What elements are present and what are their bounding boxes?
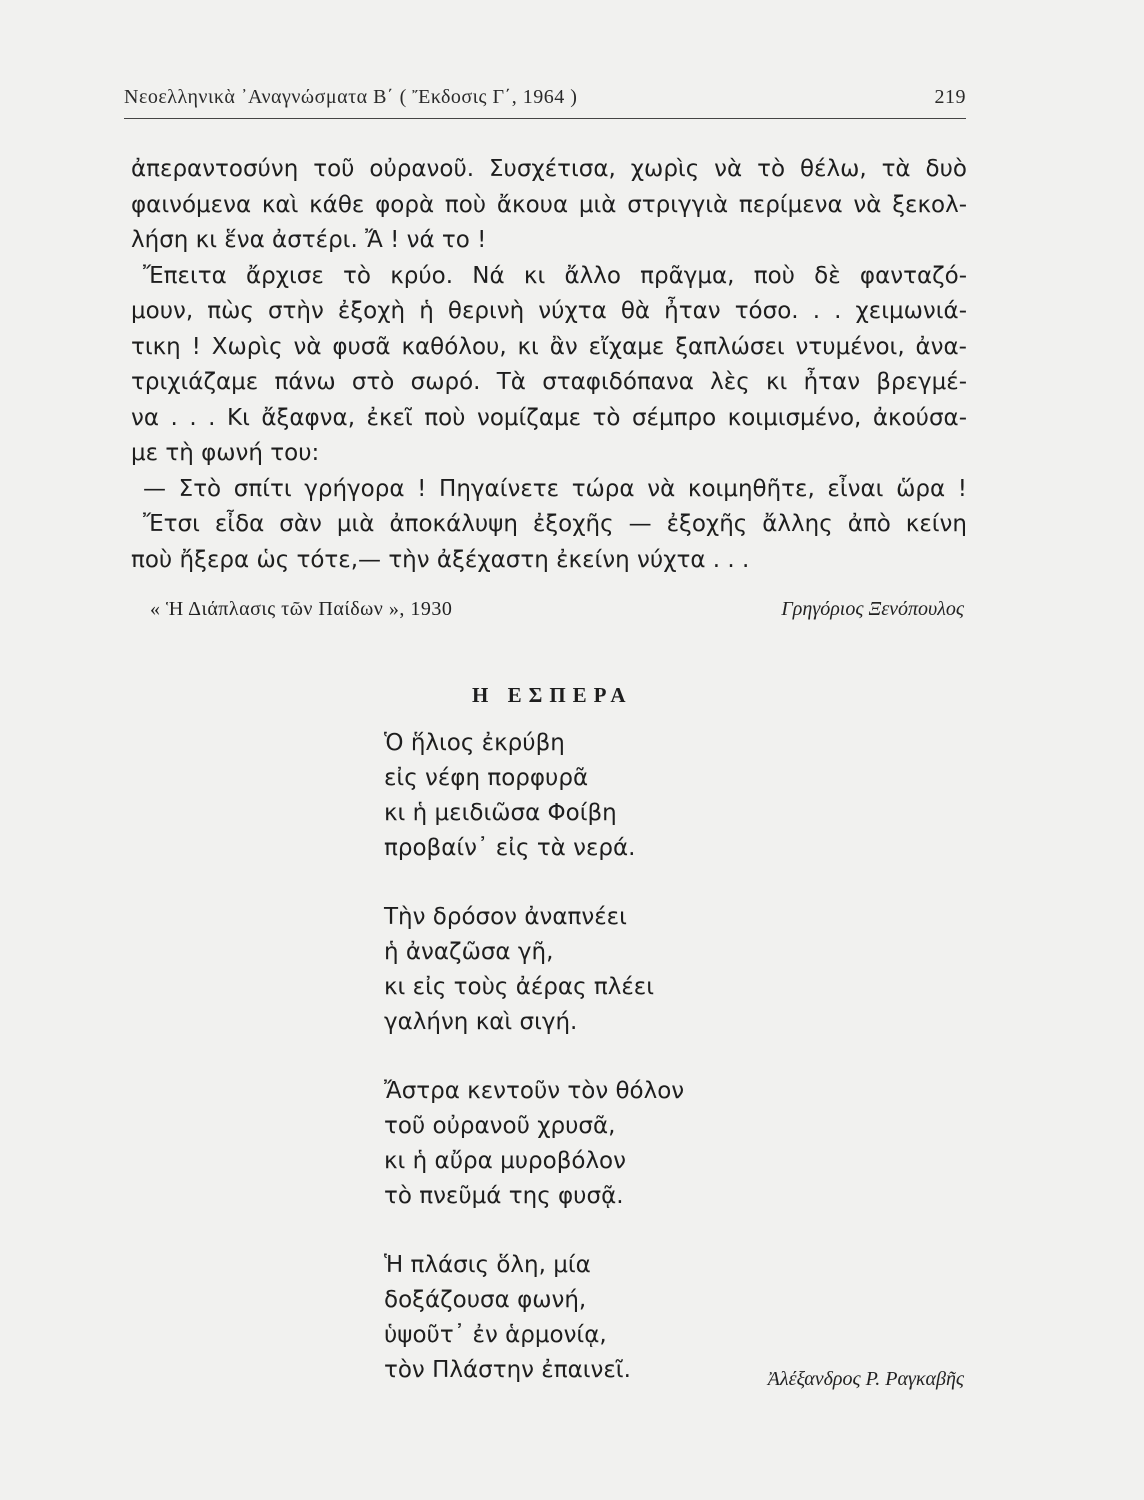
citation-source: « Ἡ Διάπλασις τῶν Παίδων », 1930 — [150, 598, 453, 620]
prose-line: — Στὸ σπίτι γρήγορα ! Πηγαίνετε τώρα νὰ κοιμηθῆτε, εἶναι ὥρα ! — [143, 475, 967, 502]
prose-line: ποὺ ἤξερα ὡς τότε,— τὴν ἀξέχαστη ἐκείνη νύχτα . . . — [131, 546, 750, 573]
prose-line: τριχιάζαμε πάνω στὸ σωρό. Τὰ σταφιδόπανα λὲς κι ἦταν βρεγμέ- — [131, 369, 967, 395]
poem-verse: εἰς νέφη πορφυρᾶ — [384, 765, 589, 791]
header-rule — [124, 118, 966, 119]
poem-author: Ἀλέξανδρος Ρ. Ραγκαβῆς — [767, 1368, 964, 1390]
poem-stanza — [384, 1248, 684, 1388]
poem-verse: γαλήνη καὶ σιγή. — [384, 1009, 578, 1035]
poem-verse: δοξάζουσα φωνή, — [384, 1287, 587, 1313]
poem-body — [384, 726, 684, 1422]
poem-verse: τὸν Πλάστην ἐπαινεῖ. — [384, 1357, 631, 1383]
poem-verse: ἡ ἀναζῶσα γῆ, — [384, 939, 554, 965]
prose-line: Ἔπειτα ἄρχισε τὸ κρύο. Νά κι ἄλλο πρᾶγμα, ποὺ δὲ φανταζό- — [143, 262, 967, 289]
citation-author: Γρηγόριος Ξενόπουλος — [781, 598, 964, 620]
running-title: Νεοελληνικὰ ᾿Αναγνώσματα Β΄ ( Ἔκδοσις Γ΄, 1964 ) — [124, 86, 578, 108]
prose-line: να . . . Κι ἄξαφνα, ἐκεῖ ποὺ νομίζαμε τὸ σέμπρο κοιμισμένο, ἀκούσα- — [131, 404, 967, 431]
prose-line: τικη ! Χωρὶς νὰ φυσᾶ καθόλου, κι ἂν εἴχαμε ξαπλώσει ντυμένοι, ἀνα- — [131, 333, 967, 360]
poem-stanza — [384, 1074, 684, 1214]
poem-verse: Τὴν δρόσον ἀναπνέει — [384, 904, 627, 930]
prose-line: λήση κι ἕνα ἀστέρι. Ἄ ! νά το ! — [131, 227, 487, 253]
poem-verse: τὸ πνεῦμά της φυσᾷ. — [384, 1183, 624, 1209]
poem-verse: ὑψοῦτ᾿ ἐν ἁρμονίᾳ, — [384, 1322, 607, 1348]
running-header — [124, 86, 966, 109]
poem-verse: κι εἰς τοὺς ἀέρας πλέει — [384, 974, 654, 1000]
poem-verse: Ἄστρα κεντοῦν τὸν θόλον — [384, 1078, 685, 1104]
prose-line: ἀπεραντοσύνη τοῦ οὐρανοῦ. Συσχέτισα, χωρὶς νὰ τὸ θέλω, τὰ δυὸ — [131, 156, 967, 182]
page-number: 219 — [934, 86, 966, 108]
poem-stanza — [384, 726, 684, 866]
poem-stanza — [384, 900, 684, 1040]
poem-verse: Ἡ πλάσις ὅλη, μία — [384, 1252, 591, 1278]
poem-verse: τοῦ οὐρανοῦ χρυσᾶ, — [384, 1113, 616, 1139]
prose-line: μουν, πὼς στὴν ἐξοχὴ ἡ θερινὴ νύχτα θὰ ἦταν τόσο. . . χειμωνιά- — [131, 298, 967, 324]
prose-text — [131, 152, 967, 578]
poem-verse: Ὁ ἥλιος ἐκρύβη — [384, 730, 565, 756]
prose-line: φαινόμενα καὶ κάθε φορὰ ποὺ ἄκουα μιὰ στριγγιὰ περίμενα νὰ ξεκολ- — [131, 191, 967, 218]
prose-line: με τὴ φωνή του: — [131, 440, 320, 466]
poem-verse: κι ἡ μειδιῶσα Φοίβη — [384, 800, 617, 826]
poem-verse: κι ἡ αὔρα μυροβόλον — [384, 1148, 626, 1174]
poem-title: Η ΕΣΠΕΡΑ — [472, 683, 633, 707]
prose-line: Ἔτσι εἶδα σὰν μιὰ ἀποκάλυψη ἐξοχῆς — ἐξοχῆς ἄλλης ἀπὸ κείνη — [143, 511, 967, 537]
poem-verse: προβαίν᾿ εἰς τὰ νερά. — [384, 835, 636, 861]
